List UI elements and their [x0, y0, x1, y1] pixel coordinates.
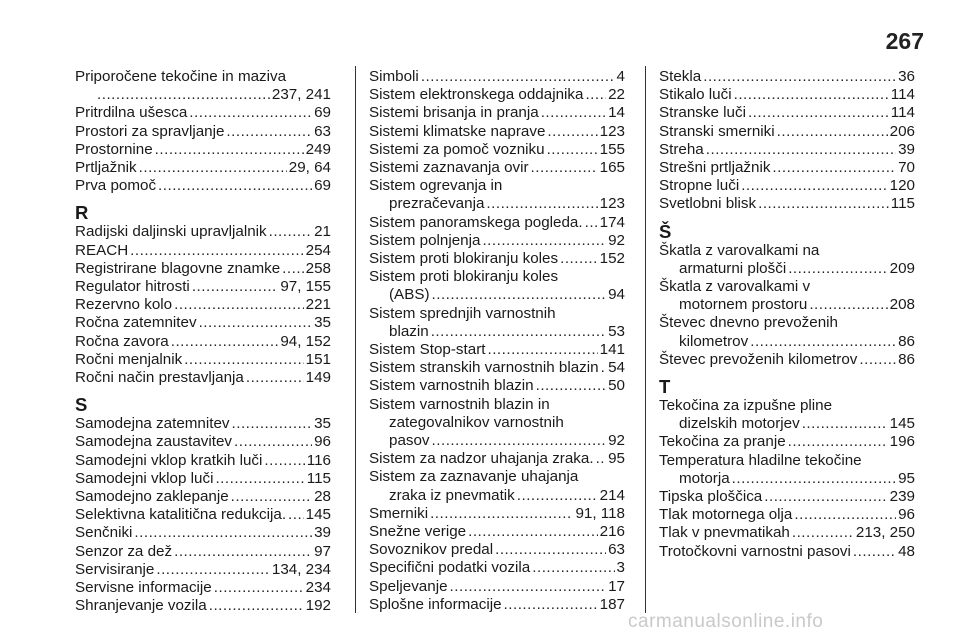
index-entry	[369, 305, 625, 341]
index-entry-text: Samodejno zaklepanje	[75, 488, 229, 506]
index-entry-text: Škatla z varovalkami v	[659, 278, 811, 296]
index-entry	[75, 524, 331, 542]
index-page-ref[interactable]: 123	[599, 122, 625, 140]
index-letter-heading: R	[75, 202, 89, 224]
index-entry-text: Simboli	[369, 68, 419, 85]
index-page-ref[interactable]: 97, 155	[280, 278, 331, 296]
index-page-ref[interactable]: 50	[608, 377, 625, 395]
index-entry-text: Ročna zavora	[75, 332, 169, 350]
index-page-ref[interactable]: 192	[305, 597, 331, 615]
index-entry	[659, 68, 915, 86]
dot-leader	[155, 141, 304, 159]
index-page-ref[interactable]: 63	[314, 122, 331, 140]
dot-leader	[450, 578, 607, 596]
index-entry-text: Sistem za zaznavanje uhajanja	[369, 468, 579, 486]
dot-leader	[788, 433, 888, 451]
dot-leader	[809, 296, 887, 314]
dot-leader	[777, 123, 888, 141]
index-entry	[659, 397, 915, 433]
dot-leader	[706, 141, 896, 159]
dot-leader	[487, 341, 597, 359]
index-entry	[75, 68, 331, 104]
dot-leader	[486, 195, 597, 213]
index-entry	[75, 351, 331, 369]
index-entry	[75, 314, 331, 332]
index-entry	[369, 159, 625, 177]
index-entry-text: Sistemi klimatske naprave	[369, 122, 546, 140]
index-entry	[659, 141, 915, 159]
dot-leader	[430, 505, 573, 523]
dot-leader	[703, 68, 896, 86]
dot-leader	[859, 351, 896, 369]
index-entry	[369, 250, 625, 268]
index-entry-text: Radijski daljinski upravljalnik	[75, 223, 267, 241]
index-entry	[369, 541, 625, 559]
index-page-ref[interactable]: 86	[898, 350, 915, 368]
index-entry-text: Stranski smerniki	[659, 122, 775, 140]
dot-leader	[468, 523, 598, 541]
index-entry-text: Ročni način prestavljanja	[75, 369, 244, 387]
index-entry	[369, 177, 625, 213]
dot-leader	[134, 524, 312, 542]
index-page-ref[interactable]: 120	[889, 177, 915, 195]
dot-leader	[596, 450, 607, 468]
index-entry-text: armaturni plošči	[679, 259, 787, 277]
index-entry	[369, 396, 625, 451]
index-entry	[75, 104, 331, 122]
index-entry-text: Samodejni vklop kratkih luči	[75, 451, 263, 469]
index-entry	[75, 561, 331, 579]
index-entry	[75, 415, 331, 433]
index-entry	[75, 177, 331, 195]
index-entry	[75, 488, 331, 506]
index-page-ref[interactable]: 114	[890, 86, 915, 104]
dot-leader	[541, 104, 606, 122]
index-entry-text: Sovoznikov predal	[369, 541, 494, 559]
index-entry-text: Sistem za nadzor uhajanja zraka.	[369, 450, 594, 468]
index-entry	[659, 351, 915, 369]
index-entry	[659, 488, 915, 506]
index-entry-text: Prostornine	[75, 140, 153, 158]
index-entry-text: Rezervno kolo	[75, 296, 173, 314]
index-entry-text: Senzor za dež	[75, 542, 173, 560]
index-page-ref[interactable]: 123	[599, 195, 625, 213]
index-entry	[75, 543, 331, 561]
index-page-ref[interactable]: 149	[305, 369, 331, 387]
index-page-ref[interactable]: 155	[599, 140, 625, 158]
dot-leader	[482, 232, 606, 250]
index-page-ref[interactable]: 174	[599, 213, 625, 231]
index-entry	[369, 578, 625, 596]
dot-leader	[853, 543, 896, 561]
index-page-ref[interactable]: 91, 118	[575, 504, 625, 522]
index-page-ref[interactable]: 145	[305, 506, 331, 524]
dot-leader	[802, 415, 888, 433]
index-entry-text: blazin	[389, 322, 429, 340]
index-entry-text: Prva pomoč	[75, 177, 157, 195]
index-column-3	[659, 68, 915, 561]
index-entry	[75, 433, 331, 451]
index-page-ref[interactable]: 39	[314, 524, 331, 542]
dot-leader	[772, 159, 896, 177]
index-entry	[75, 369, 331, 387]
dot-leader	[174, 543, 312, 561]
index-entry-text: Sistem varnostnih blazin	[369, 377, 534, 395]
dot-leader	[517, 487, 598, 505]
index-page-ref[interactable]: 221	[305, 296, 331, 314]
index-entry-text: Tlak v pnevmatikah	[659, 524, 790, 542]
index-entry-text: Tlak motornega olja	[659, 506, 793, 524]
index-entry	[75, 296, 331, 314]
index-entry-text: Sistemi brisanja in pranja	[369, 104, 539, 122]
index-entry-text: Števec prevoženih kilometrov	[659, 350, 858, 368]
index-page-ref[interactable]: 29, 64	[288, 159, 331, 177]
column-divider	[645, 66, 646, 613]
index-entry	[369, 68, 625, 86]
index-entry	[75, 159, 331, 177]
index-page-ref[interactable]: 249	[305, 140, 331, 158]
dot-leader	[495, 541, 606, 559]
dot-leader	[192, 278, 279, 296]
index-entry-text: Sistem proti blokiranju koles	[369, 250, 559, 268]
index-letter-heading: S	[75, 394, 88, 416]
index-entry-text: Snežne verige	[369, 523, 467, 541]
dot-leader	[547, 141, 598, 159]
dot-leader	[209, 597, 304, 615]
index-entry	[369, 359, 625, 377]
index-page-ref[interactable]: 258	[305, 259, 331, 277]
index-entry	[369, 468, 625, 504]
index-entry-text: Tekočina za pranje	[659, 433, 786, 451]
index-entry	[659, 452, 915, 488]
index-page-ref[interactable]: 94	[608, 286, 625, 304]
column-divider	[355, 66, 356, 613]
index-entry-text: Sistem stranskih varnostnih blazin	[369, 359, 599, 377]
index-entry-text: Trotočkovni varnostni pasovi	[659, 542, 851, 560]
index-page-ref[interactable]: 54	[608, 359, 625, 377]
dot-leader	[432, 286, 607, 304]
index-entry-text: Sistemi zaznavanja ovir	[369, 159, 529, 177]
index-entry	[75, 452, 331, 470]
index-entry	[659, 314, 915, 350]
index-page-ref[interactable]: 69	[314, 177, 331, 195]
index-entry	[659, 195, 915, 213]
index-entry-text: Shranjevanje vozila	[75, 597, 207, 615]
dot-leader	[748, 104, 889, 122]
index-entry	[659, 433, 915, 451]
index-page-ref[interactable]: 17	[608, 577, 625, 595]
index-page-ref[interactable]: 96	[314, 433, 331, 451]
index-page-ref[interactable]: 151	[305, 350, 331, 368]
index-entry	[369, 377, 625, 395]
dot-leader	[189, 104, 312, 122]
index-page-ref[interactable]: 95	[898, 469, 915, 487]
index-entry-text: motornem prostoru	[679, 296, 808, 314]
dot-leader	[421, 68, 615, 86]
index-page-ref[interactable]: 254	[305, 241, 331, 259]
index-entry-text: Stikalo luči	[659, 86, 732, 104]
index-entry	[659, 104, 915, 122]
index-page-ref[interactable]: 63	[608, 541, 625, 559]
index-page-ref[interactable]: 28	[314, 488, 331, 506]
page-number: 267	[885, 28, 924, 54]
dot-leader	[536, 377, 606, 395]
index-entry-text: zategovalnikov varnostnih	[389, 413, 564, 431]
index-page-ref[interactable]: 237, 241	[271, 86, 331, 104]
index-entry-text: Škatla z varovalkami na	[659, 241, 820, 259]
index-entry	[369, 596, 625, 614]
index-entry-text: Pritrdilna ušesca	[75, 104, 188, 122]
index-entry	[659, 123, 915, 141]
index-page-ref[interactable]: 92	[608, 432, 625, 450]
index-entry-text: Priporočene tekočine in maziva	[75, 68, 287, 85]
index-page-ref[interactable]: 114	[890, 104, 915, 122]
index-entry-text: Splošne informacije	[369, 595, 502, 613]
dot-leader	[269, 223, 312, 241]
index-entry-text: Sistem Stop-start	[369, 341, 486, 359]
index-entry	[369, 523, 625, 541]
dot-leader	[288, 506, 304, 524]
index-entry-text: Regulator hitrosti	[75, 278, 190, 296]
index-letter-heading: T	[659, 376, 671, 398]
dot-leader	[139, 159, 287, 177]
index-page-ref[interactable]: 94, 152	[280, 332, 331, 350]
dot-leader	[234, 433, 312, 451]
index-page-ref[interactable]: 216	[599, 523, 625, 541]
index-page-ref[interactable]: 95	[608, 450, 625, 468]
index-page-ref[interactable]: 116	[306, 451, 331, 469]
index-entry	[659, 506, 915, 524]
index-entry-text: prezračevanja	[389, 195, 485, 213]
index-entry	[659, 543, 915, 561]
index-page-ref[interactable]: 208	[889, 296, 915, 314]
index-page-ref[interactable]: 14	[608, 104, 625, 122]
dot-leader	[215, 470, 304, 488]
dot-leader	[199, 314, 313, 332]
index-entry-text: Servisne informacije	[75, 579, 212, 597]
index-entry-text: kilometrov	[679, 332, 749, 350]
index-entry	[659, 159, 915, 177]
dot-leader	[547, 123, 597, 141]
index-entry-text: Tipska ploščica	[659, 488, 763, 506]
index-entry-text: Smerniki	[369, 504, 429, 522]
index-entry	[75, 278, 331, 296]
index-entry-text: Senčniki	[75, 524, 133, 542]
dot-leader	[158, 177, 312, 195]
index-entry	[75, 470, 331, 488]
index-entry	[75, 506, 331, 524]
dot-leader	[532, 559, 614, 577]
index-entry-text: Prtljažnik	[75, 159, 137, 177]
index-entry	[369, 104, 625, 122]
index-entry-text: Registrirane blagovne znamke	[75, 259, 281, 277]
index-entry	[659, 86, 915, 104]
dot-leader	[232, 415, 313, 433]
index-page-ref[interactable]: 206	[889, 122, 915, 140]
index-entry	[75, 579, 331, 597]
index-entry-text: Sistem elektronskega oddajnika	[369, 86, 584, 104]
index-entry-text: Temperatura hladilne tekočine	[659, 451, 862, 469]
index-entry	[75, 597, 331, 615]
index-entry	[659, 177, 915, 195]
index-entry-text: Števec dnevno prevoženih	[659, 314, 838, 332]
dot-leader	[231, 488, 312, 506]
index-entry-text: REACH	[75, 241, 129, 259]
dot-leader	[171, 333, 279, 351]
index-page-ref[interactable]: 21	[314, 223, 331, 241]
index-page-ref[interactable]: 165	[599, 159, 625, 177]
dot-leader	[431, 323, 606, 341]
index-entry-text: Specifični podatki vozila	[369, 559, 531, 577]
index-page-ref[interactable]: 39	[898, 140, 915, 158]
index-page-ref[interactable]: 53	[608, 322, 625, 340]
index-page-ref[interactable]: 145	[889, 415, 915, 433]
index-entry-text: pasov	[389, 432, 430, 450]
dot-leader	[792, 524, 854, 542]
index-page-ref[interactable]: 234	[305, 579, 331, 597]
index-entry	[369, 86, 625, 104]
index-entry-text: Stekla	[659, 68, 702, 85]
dot-leader	[174, 296, 304, 314]
watermark: carmanualsonline.info	[628, 611, 824, 632]
index-entry	[659, 278, 915, 314]
index-entry-text: Sistem proti blokiranju koles	[369, 268, 559, 286]
dot-leader	[788, 260, 887, 278]
index-entry-text: Ročna zatemnitev	[75, 314, 197, 332]
index-entry-text: Sistem sprednjih varnostnih	[369, 304, 556, 322]
index-entry	[75, 333, 331, 351]
index-entry-text: Servisiranje	[75, 560, 155, 578]
index-entry	[369, 214, 625, 232]
index-page-ref[interactable]: 36	[898, 68, 915, 85]
index-page-ref[interactable]: 196	[889, 433, 915, 451]
index-entry	[369, 141, 625, 159]
index-entry	[75, 123, 331, 141]
index-entry	[75, 242, 331, 260]
dot-leader	[758, 195, 889, 213]
index-entry-text: Stropne luči	[659, 177, 740, 195]
index-page-ref[interactable]: 22	[608, 86, 625, 104]
dot-leader	[794, 506, 896, 524]
dot-leader	[432, 432, 607, 450]
index-page-ref[interactable]: 92	[608, 231, 625, 249]
dot-leader	[585, 214, 598, 232]
index-page-ref[interactable]: 96	[898, 506, 915, 524]
index-entry	[369, 505, 625, 523]
index-page-ref[interactable]: 4	[616, 68, 625, 85]
index-entry-text: Samodejna zaustavitev	[75, 433, 233, 451]
index-entry-text: Sistemi za pomoč vozniku	[369, 140, 545, 158]
index-entry-text: zraka iz pnevmatik	[389, 486, 515, 504]
index-entry-text: Strešni prtljažnik	[659, 159, 771, 177]
index-entry	[369, 559, 625, 577]
index-entry-text: Sistem ogrevanja in	[369, 177, 503, 195]
index-entry	[369, 232, 625, 250]
index-page-ref[interactable]: 35	[314, 314, 331, 332]
dot-leader	[130, 242, 303, 260]
index-page-ref[interactable]: 134, 234	[271, 560, 331, 578]
dot-leader	[560, 250, 598, 268]
index-page-ref[interactable]: 141	[599, 341, 625, 359]
index-column-1	[75, 68, 331, 615]
index-entry-text: (ABS)	[389, 286, 430, 304]
index-page-ref[interactable]: 115	[306, 469, 331, 487]
dot-leader	[732, 470, 896, 488]
dot-leader	[156, 561, 270, 579]
index-page-ref[interactable]: 70	[898, 159, 915, 177]
index-entry-text: Tekočina za izpušne pline	[659, 397, 833, 415]
index-entry-text: Sistem varnostnih blazin in	[369, 395, 550, 413]
index-entry	[369, 341, 625, 359]
dot-leader	[741, 177, 887, 195]
index-entry-text: Selektivna katalitična redukcija.	[75, 506, 287, 524]
index-page-ref[interactable]: 152	[599, 250, 625, 268]
dot-leader	[226, 123, 312, 141]
index-entry-text: Samodejni vklop luči	[75, 469, 214, 487]
index-entry	[369, 268, 625, 304]
dot-leader	[601, 359, 606, 377]
index-entry	[659, 242, 915, 278]
index-entry	[369, 450, 625, 468]
dot-leader	[504, 596, 598, 614]
index-page-ref[interactable]: 86	[898, 332, 915, 350]
index-entry-text: Sistem polnjenja	[369, 231, 481, 249]
index-entry	[659, 524, 915, 542]
index-entry-text: Streha	[659, 140, 704, 158]
index-entry-text: Ročni menjalnik	[75, 350, 183, 368]
dot-leader	[734, 86, 889, 104]
dot-leader	[585, 86, 606, 104]
dot-leader	[282, 260, 304, 278]
index-page-ref[interactable]: 35	[314, 415, 331, 433]
index-page-ref[interactable]: 97	[314, 542, 331, 560]
index-entry-text: Stranske luči	[659, 104, 746, 122]
index-entry-text: Svetlobni blisk	[659, 195, 757, 213]
index-entry	[75, 223, 331, 241]
index-column-2	[369, 68, 625, 614]
dot-leader	[214, 579, 304, 597]
index-entry-text: Samodejna zatemnitev	[75, 415, 230, 433]
dot-leader	[764, 488, 887, 506]
index-page-ref[interactable]: 213, 250	[855, 524, 915, 542]
index-page-ref[interactable]: 48	[898, 542, 915, 560]
index-entry	[369, 123, 625, 141]
index-entry-text: Speljevanje	[369, 577, 448, 595]
index-entry-text: motorja	[679, 469, 730, 487]
dot-leader	[97, 86, 270, 104]
dot-leader	[246, 369, 304, 387]
index-page-ref[interactable]: 115	[890, 195, 915, 213]
index-entry-text: Prostori za spravljanje	[75, 122, 225, 140]
dot-leader	[184, 351, 303, 369]
index-page-ref[interactable]: 209	[889, 259, 915, 277]
index-entry	[75, 141, 331, 159]
index-page-ref[interactable]: 239	[889, 488, 915, 506]
index-page-ref[interactable]: 3	[616, 559, 625, 577]
index-letter-heading: Š	[659, 220, 672, 242]
index-page-ref[interactable]: 69	[314, 104, 331, 122]
index-page-ref[interactable]: 214	[599, 486, 625, 504]
index-entry-text: dizelskih motorjev	[679, 415, 800, 433]
dot-leader	[531, 159, 598, 177]
index-entry	[75, 260, 331, 278]
index-page-ref[interactable]: 187	[599, 595, 625, 613]
dot-leader	[750, 333, 896, 351]
index-entry-text: Sistem panoramskega pogleda.	[369, 213, 583, 231]
dot-leader	[264, 452, 304, 470]
